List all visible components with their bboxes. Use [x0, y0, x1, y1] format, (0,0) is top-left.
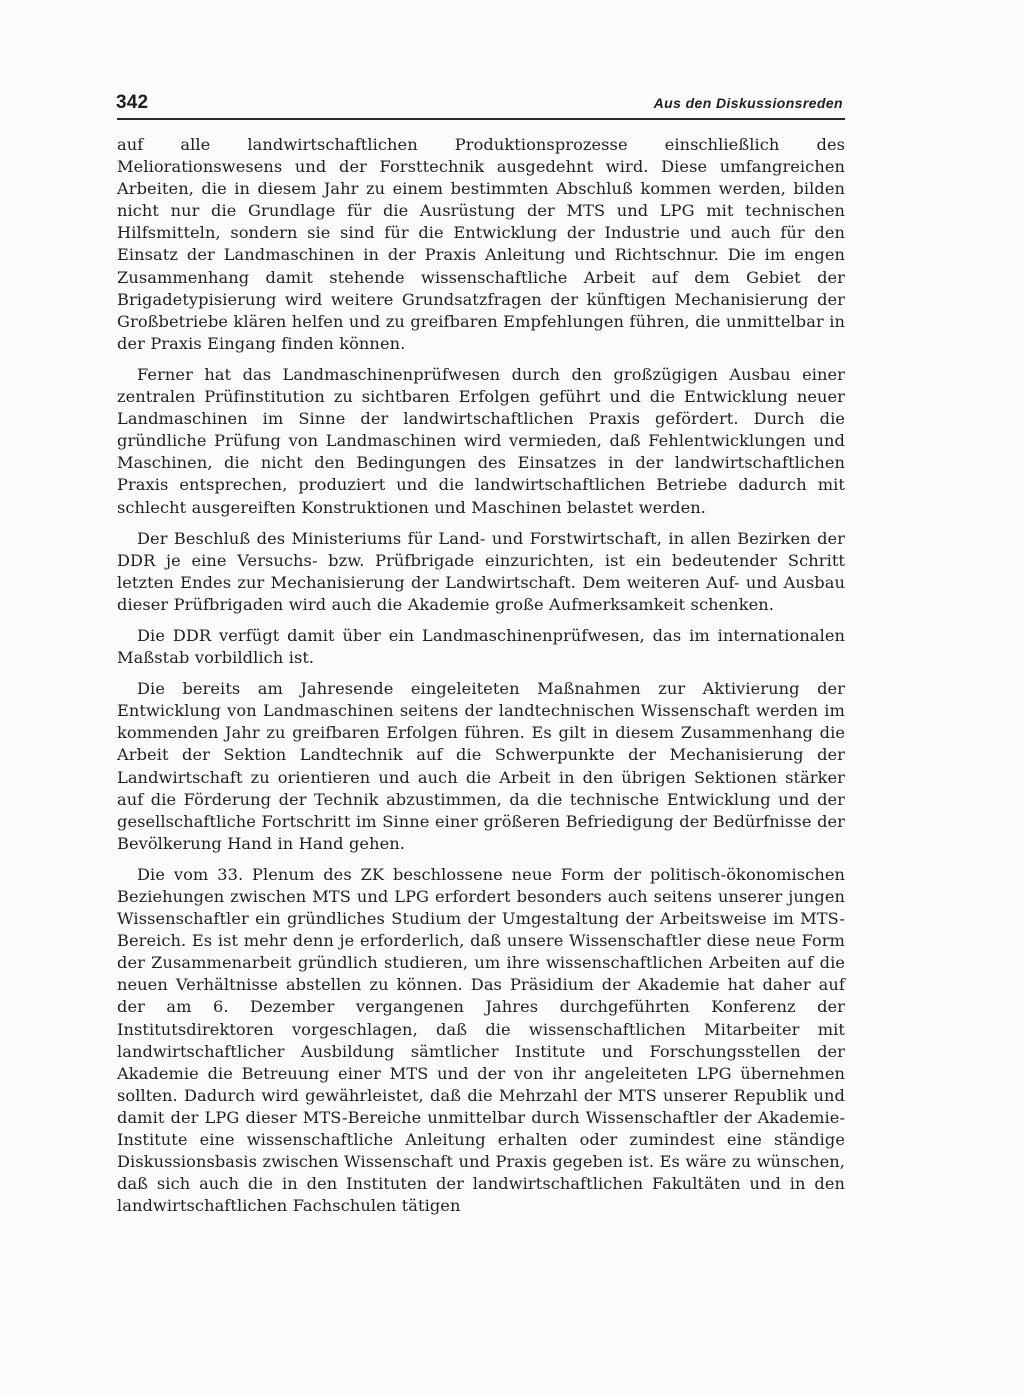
paragraph: Die vom 33. Plenum des ZK beschlossene neue Form der politisch-ökonomischen Beziehungen zwischen MTS und LPG erfordert besonders auch seitens unserer jungen Wissenschaftler ein gründliches Studium der Umgestaltung der Arbeitsweise im MTS-Bereich. Es ist mehr denn je erforderlich, daß unsere Wissenschaftler diese neue Form der Zusammenarbeit gründlich studieren, um ihre wissenschaftlichen Arbeiten auf die neuen Verhältnisse abstellen zu können. Das Präsidium der Akademie hat daher auf der am 6. Dezember vergangenen Jahres durchgeführten Konferenz der Institutsdirektoren vorgeschlagen, daß die wissenschaftlichen Mitarbeiter mit landwirtschaftlicher Ausbildung sämtlicher Institute und Forschungsstellen der Akademie die Betreuung einer MTS und der von ihr angeleiteten LPG übernehmen sollten. Dadurch wird gewährleistet, daß die Mehrzahl der MTS unserer Republik und damit der LPG dieser MTS-Bereiche unmittelbar durch Wissenschaftler der Akademie-Institute eine wissenschaftliche Anleitung erhalten oder zumindest eine ständige Diskussionsbasis zwischen Wissenschaft und Praxis gegeben ist. Es wäre zu wünschen, daß sich auch die in den Instituten der landwirtschaftlichen Fakultäten und in den landwirtschaftlichen Fachschulen tätigen [117, 864, 845, 1216]
book-page [117, 92, 845, 1226]
page-number: 342 [116, 92, 149, 113]
paragraph: Der Beschluß des Ministeriums für Land- und Forstwirtschaft, in allen Bezirken der DDR je eine Versuchs- bzw. Prüfbrigade einzurichten, ist ein bedeutender Schritt letzten Endes zur Mechanisierung der Landwirtschaft. Dem weiteren Auf- und Ausbau dieser Prüfbrigaden wird auch die Akademie große Aufmerksamkeit schenken. [117, 528, 845, 614]
paragraph: Ferner hat das Landmaschinenprüfwesen durch den großzügigen Ausbau einer zentralen Prüfinstitution zu sichtbaren Erfolgen geführt und die Entwicklung neuer Landmaschinen im Sinne der landwirtschaftlichen Praxis gefördert. Durch die gründliche Prüfung von Landmaschinen wird vermieden, daß Fehlentwicklungen und Maschinen, die nicht den Bedingungen des Einsatzes in der landwirtschaftlichen Praxis entsprechen, produziert und die landwirtschaftlichen Betriebe dadurch mit schlecht ausgereiften Konstruktionen und Maschinen belastet werden. [117, 364, 845, 517]
paragraph: auf alle landwirtschaftlichen Produktionsprozesse einschließlich des Meliorationswesens und der Forsttechnik ausgedehnt wird. Diese umfangreichen Arbeiten, die in diesem Jahr zu einem bestimmten Abschluß kommen werden, bilden nicht nur die Grundlage für die Ausrüstung der MTS und LPG mit technischen Hilfsmitteln, sondern sie sind für die Entwicklung der Industrie und auch für den Einsatz der Landmaschinen in der Praxis Anleitung und Richtschnur. Die im engen Zusammenhang damit stehende wissenschaftliche Arbeit auf dem Gebiet der Brigadetypisierung wird weitere Grundsatzfragen der künftigen Mechanisierung der Großbetriebe klären helfen und zu greifbaren Empfehlungen führen, die unmittelbar in der Praxis Eingang finden können. [117, 135, 845, 353]
main-text [117, 134, 845, 1217]
running-section-title: Aus den Diskussionsreden [653, 95, 843, 111]
running-header [117, 92, 845, 120]
paragraph: Die DDR verfügt damit über ein Landmaschinenprüfwesen, das im internationalen Maßstab vorbildlich ist. [117, 625, 845, 668]
paragraph: Die bereits am Jahresende eingeleiteten Maßnahmen zur Aktivierung der Entwicklung von Landmaschinen seitens der landtechnischen Wissenschaft werden im kommenden Jahr zu greifbaren Erfolgen führen. Es gilt in diesem Zusammenhang die Arbeit der Sektion Landtechnik auf die Schwerpunkte der Mechanisierung der Landwirtschaft zu orientieren und auch die Arbeit in den übrigen Sektionen stärker auf die Förderung der Technik abzustimmen, da die technische Entwicklung und der gesellschaftliche Fortschritt im Sinne einer größeren Befriedigung der Bedürfnisse der Bevölkerung Hand in Hand gehen. [117, 679, 845, 853]
